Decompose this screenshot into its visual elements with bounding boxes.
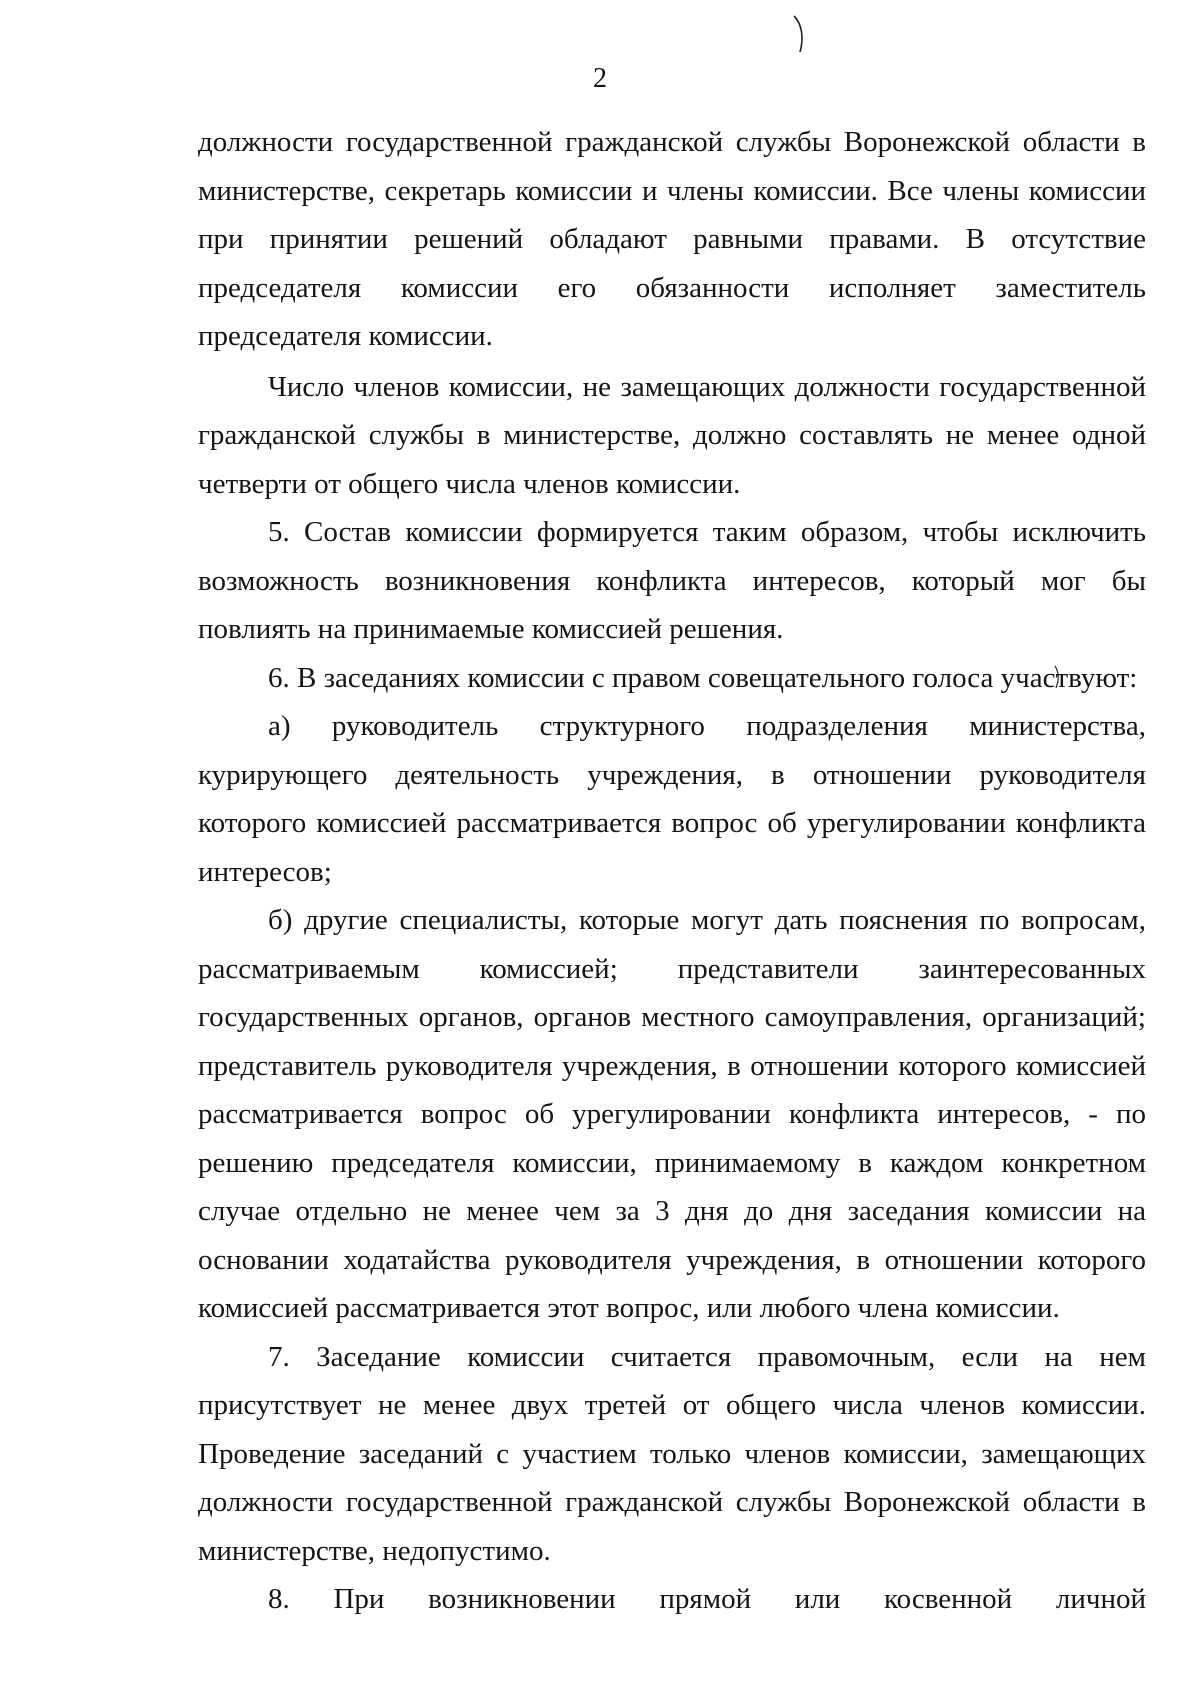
paragraph-6: б) другие специалисты, которые могут дать пояснения по вопросам, рассматриваемым комиссией; представители заинтересованных государственных органов, органов местного самоуправления, организаций; представитель руководителя учреждения, в отношении которого комиссией рассматривается вопрос об урегулировании конфликта интересов, - по решению председателя комиссии, принимаемому в каждом конкретном случае отдельно не менее чем за 3 дня до дня заседания комиссии на основании ходатайства руководителя учреждения, в отношении которого комиссией рассматривается этот вопрос, или любого члена комиссии. [198, 904, 1146, 1324]
document-body [198, 118, 1146, 1624]
paragraph-1: должности государственной гражданской службы Воронежской области в министерстве, секретарь комиссии и члены комиссии. Все члены комиссии при принятии решений обладают равными правами. В отсутствие председателя комиссии его обязанности исполняет заместитель председателя комиссии. [198, 126, 1146, 352]
paragraph-3: 5. Состав комиссии формируется таким образом, чтобы исключить возможность возникновения конфликта интересов, который мог бы повлиять на принимаемые комиссией решения. [198, 516, 1146, 645]
paragraph-7: 7. Заседание комиссии считается правомочным, если на нем присутствует не менее двух третей от общего числа членов комиссии. Проведение заседаний с участием только членов комиссии, замещающих должности государственной гражданской службы Воронежской области в министерстве, недопустимо. [198, 1340, 1146, 1567]
paragraph-5: а) руководитель структурного подразделения министерства, курирующего деятельность учреждения, в отношении руководителя которого комиссией рассматривается вопрос об урегулировании конфликта интересов; [198, 710, 1146, 888]
page-number: 2 [593, 63, 607, 94]
pen-mark [790, 14, 810, 54]
paragraph-8: 8. При возникновении прямой или косвенной личной [268, 1583, 1146, 1615]
paragraph-2: Число членов комиссии, не замещающих должности государственной гражданской службы в министерстве, должно составлять не менее одной четверти от общего числа членов комиссии. [198, 370, 1146, 500]
paragraph-4: 6. В заседаниях комиссии с правом совещательного голоса участвуют: [268, 661, 1138, 694]
